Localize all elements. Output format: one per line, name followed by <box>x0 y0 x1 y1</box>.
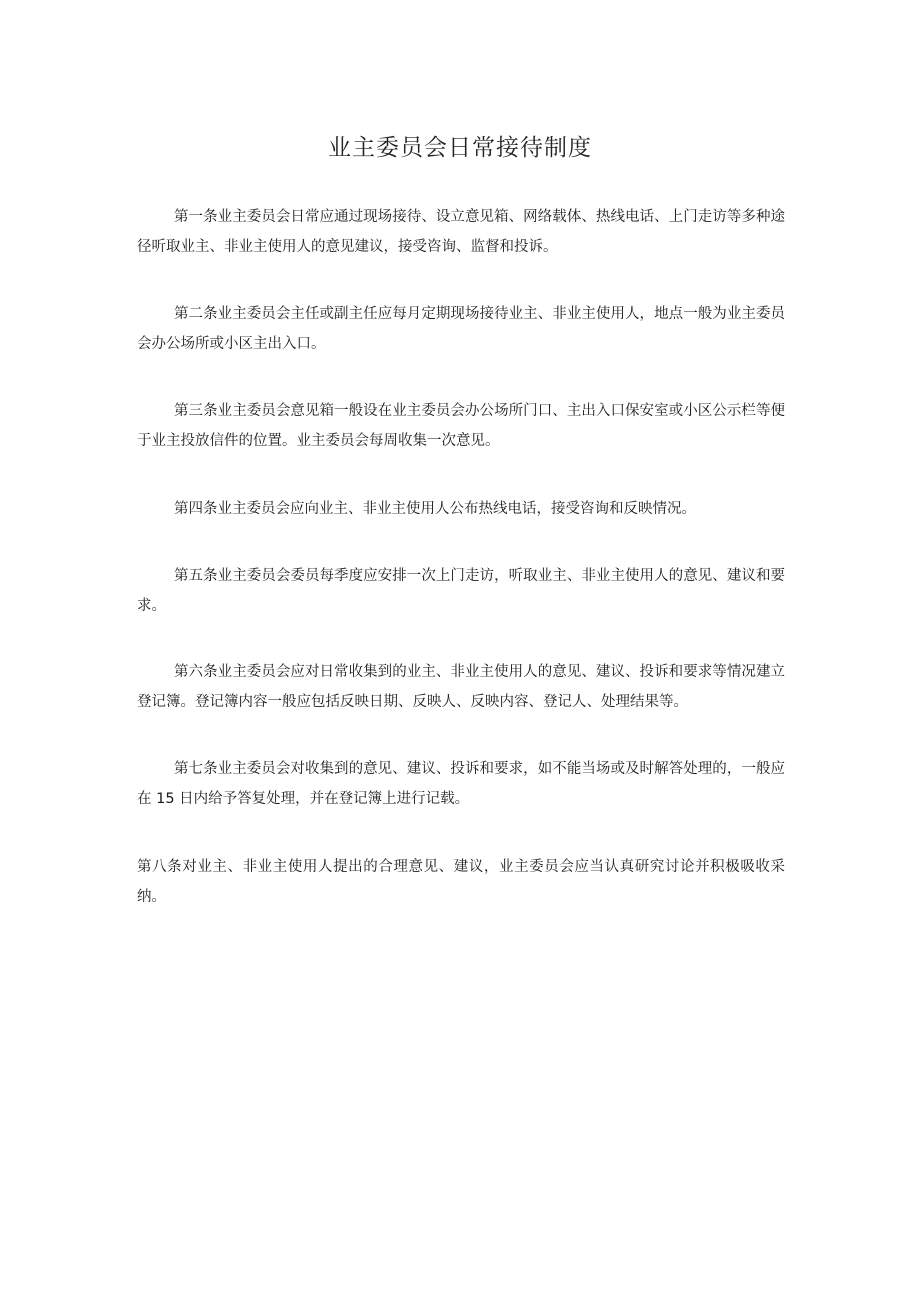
article-4: 第四条业主委员会应向业主、非业主使用人公布热线电话，接受咨询和反映情况。 <box>174 501 696 517</box>
article-8: 第八条对业主、非业主使用人提出的合理意见、建议，业主委员会应当认真研究讨论并积极吸收采纳。 <box>137 859 785 905</box>
article-7: 第七条业主委员会对收集到的意见、建议、投诉和要求，如不能当场或及时解答处理的，一般应在 15 日内给予答复处理，并在登记簿上进行记载。 <box>137 761 785 807</box>
article-2: 第二条业主委员会主任或副主任应每月定期现场接待业主、非业主使用人，地点一般为业主委员会办公场所或小区主出入口。 <box>137 306 785 352</box>
document-title: 业主委员会日常接待制度 <box>328 135 592 161</box>
article-6: 第六条业主委员会应对日常收集到的业主、非业主使用人的意见、建议、投诉和要求等情况建立登记簿。登记簿内容一般应包括反映日期、反映人、反映内容、登记人、处理结果等。 <box>137 664 785 710</box>
article-1: 第一条业主委员会日常应通过现场接待、设立意见箱、网络载体、热线电话、上门走访等多种途径听取业主、非业主使用人的意见建议，接受咨询、监督和投诉。 <box>137 209 785 255</box>
article-3: 第三条业主委员会意见箱一般设在业主委员会办公场所门口、主出入口保安室或小区公示栏等便于业主投放信件的位置。业主委员会每周收集一次意见。 <box>137 403 785 449</box>
article-5: 第五条业主委员会委员每季度应安排一次上门走访，听取业主、非业主使用人的意见、建议和要求。 <box>137 568 785 614</box>
